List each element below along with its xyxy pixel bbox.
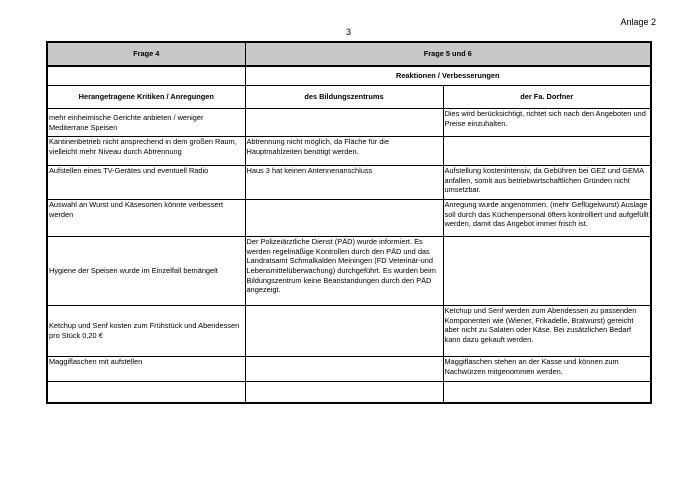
table-row bbox=[47, 166, 651, 200]
cell-dorfner bbox=[443, 137, 651, 166]
cell-bildungszentrum: Abtrennung nicht möglich, da Fläche für die Hauptmahlzeiten benötigt werden. bbox=[245, 137, 443, 166]
table-row bbox=[47, 200, 651, 237]
cell-dorfner: Maggiflaschen stehen an der Kasse und können zum Nachwürzen mitgenommen werden. bbox=[443, 357, 651, 382]
cell-bildungszentrum: Haus 3 hat keinen Antennenanschluss bbox=[245, 166, 443, 200]
feedback-table bbox=[46, 41, 652, 404]
table-row bbox=[47, 357, 651, 382]
empty-header-cell bbox=[47, 66, 245, 86]
cell-kritik: Ketchup und Senf kosten zum Frühstück und Abendessen pro Stück 0,20 € bbox=[47, 306, 245, 357]
cell-dorfner: Aufstellung kostenintensiv, da Gebühren bei GEZ und GEMA anfallen, somit aus betriebwirtschaftlichen Gründen nicht umsetzbar. bbox=[443, 166, 651, 200]
table-row bbox=[47, 109, 651, 137]
column-header-frage-5-6: Frage 5 und 6 bbox=[245, 42, 651, 66]
cell-kritik: Maggiflaschen mit aufstellen bbox=[47, 357, 245, 382]
cell-bildungszentrum: Der Polizeiärztliche Dienst (PÄD) wurde informiert. Es werden regelmäßige Kontrollen durch den PÄD und das Landratsamt Schmalkalden Meiningen (FD Veterinär-und Lebensmittelüberwachung) durchgeführt. Es wurden beim Bildungszentrum keine Beanstandungen durch den PÄD angezeigt. bbox=[245, 237, 443, 306]
cell-kritik: Hygiene der Speisen wurde im Einzelfall bemängelt bbox=[47, 237, 245, 306]
subheader-kritiken: Herangetragene Kritiken / Anregungen bbox=[47, 86, 245, 109]
cell-kritik: Kantinenbetrieb nicht ansprechend in dem großen Raum, vielleicht mehr Niveau durch Abtrennung bbox=[47, 137, 245, 166]
cell-kritik: Auswahl an Wurst und Käsesorten könnte verbessert werden bbox=[47, 200, 245, 237]
table-row bbox=[47, 306, 651, 357]
cell-bildungszentrum bbox=[245, 200, 443, 237]
cell-bildungszentrum bbox=[245, 357, 443, 382]
subheader-bildungszentrum: des Bildungszentrums bbox=[245, 86, 443, 109]
table-row bbox=[47, 237, 651, 306]
column-header-frage-4: Frage 4 bbox=[47, 42, 245, 66]
cell-kritik bbox=[47, 382, 245, 404]
cell-dorfner: Ketchup und Senf werden zum Abendessen zu passenden Komponenten wie (Wiener, Frikadelle, Bratwurst) gereicht aber nicht zu Salaten oder Käse. Bei zusätzlichen Bedarf kann dazu gekauft werden. bbox=[443, 306, 651, 357]
cell-bildungszentrum bbox=[245, 109, 443, 137]
reaktionen-header: Reaktionen / Verbesserungen bbox=[245, 66, 651, 86]
table-row bbox=[47, 137, 651, 166]
table-row bbox=[47, 382, 651, 404]
subheader-dorfner: der Fa. Dorfner bbox=[443, 86, 651, 109]
cell-kritik: mehr einheimische Gerichte anbieten / weniger Mediterrane Speisen bbox=[47, 109, 245, 137]
cell-dorfner: Dies wird berücksichtigt, richtet sich nach den Angeboten und Preise einzuhalten. bbox=[443, 109, 651, 137]
cell-bildungszentrum bbox=[245, 306, 443, 357]
cell-kritik: Aufstellen eines TV-Gerätes und eventuell Radio bbox=[47, 166, 245, 200]
page-number: 3 bbox=[346, 27, 352, 37]
cell-dorfner bbox=[443, 382, 651, 404]
cell-dorfner bbox=[443, 237, 651, 306]
cell-dorfner: Anregung wurde angenommen. (mehr Geflügelwurst) Auslage soll durch das Küchenpersonal öfters kontrolliert und aufgefüllt werden, damit das Angebot immer frisch ist. bbox=[443, 200, 651, 237]
cell-bildungszentrum bbox=[245, 382, 443, 404]
annex-label: Anlage 2 bbox=[620, 17, 656, 27]
